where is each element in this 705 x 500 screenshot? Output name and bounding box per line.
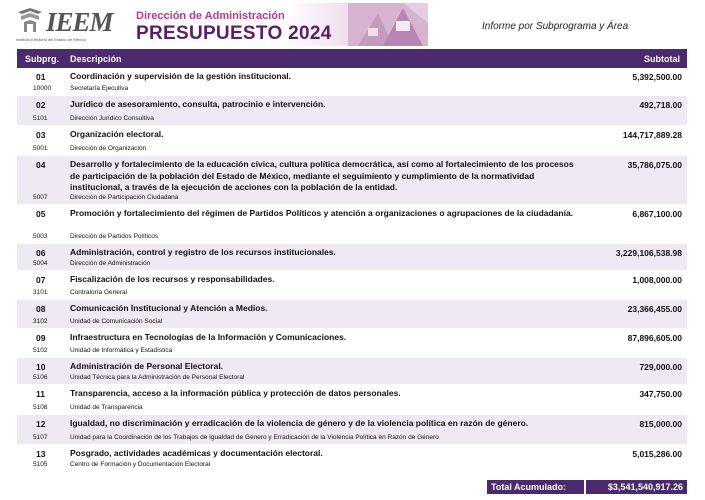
- report-title: Informe por Subprograma y Área: [482, 21, 629, 32]
- subtotal-amount: 87,896,605.00: [627, 333, 682, 343]
- subtotal-amount: 23,366,455.00: [627, 304, 682, 314]
- logo-text: IEEM: [46, 7, 113, 37]
- subprogram-description: Comunicación Institucional y Atención a Medios.: [70, 303, 268, 313]
- department-code: 5001: [33, 145, 48, 152]
- subprogram-number: 12: [36, 419, 46, 429]
- responsible-unit: Centro de Formación y Documentación Electoral: [70, 461, 211, 468]
- subtotal-amount: 1,008,000.00: [632, 275, 682, 285]
- table-row: [17, 156, 687, 205]
- subprogram-description: Infraestructura en Tecnologías de la Información y Comunicaciones.: [70, 332, 347, 342]
- subtotal-amount: 347,750.00: [639, 389, 682, 399]
- responsible-unit: Unidad de Informática y Estadística: [70, 347, 173, 354]
- responsible-unit: Unidad Técnica para la Administración de Personal Electoral: [70, 374, 245, 381]
- subprogram-description: Posgrado, actividades académicas y documentación electoral.: [70, 448, 323, 458]
- subprogram-number: 11: [36, 389, 45, 399]
- table-row: [17, 126, 687, 156]
- department-code: 5102: [33, 347, 48, 354]
- total-accumulated: [487, 480, 687, 494]
- subprogram-description: Administración de Personal Electoral.: [70, 361, 224, 371]
- subprogram-number: 08: [36, 304, 46, 314]
- responsible-unit: Dirección de Partidos Políticos: [70, 233, 159, 240]
- subtotal-amount: 6,867,100.00: [632, 209, 682, 219]
- responsible-unit: Contraloría General: [70, 289, 128, 296]
- department-code: 5106: [33, 374, 48, 381]
- department-code: 5108: [33, 404, 48, 411]
- department-code: 10000: [33, 85, 52, 92]
- department-code: 5101: [33, 115, 48, 122]
- total-separator: [584, 480, 586, 494]
- banner-department: Dirección de Administración: [136, 10, 285, 22]
- subprogram-description: Administración, control y registro de los recursos institucionales.: [70, 247, 336, 257]
- subprogram-description: Transparencia, acceso a la información pública y protección de datos personales.: [70, 388, 401, 398]
- banner-title: PRESUPUESTO 2024: [136, 23, 332, 44]
- responsible-unit: Dirección Jurídico Consultiva: [70, 115, 154, 122]
- banner-decoration-image: [348, 3, 428, 46]
- budget-banner: [130, 3, 428, 46]
- table-row: [17, 271, 687, 300]
- ieem-logo: [16, 6, 116, 44]
- department-code: 5004: [33, 260, 48, 267]
- subprogram-number: 13: [36, 449, 46, 459]
- subprogram-number: 07: [36, 275, 46, 285]
- subprogram-number: 06: [36, 248, 46, 258]
- subtotal-amount: 492,718.00: [639, 100, 682, 110]
- total-value: $3,541,540,917.26: [607, 482, 683, 492]
- table-row: [17, 205, 687, 244]
- subtotal-amount: 3,229,106,538.98: [615, 248, 682, 258]
- responsible-unit: Unidad de Comunicación Social: [70, 318, 163, 325]
- department-code: 5003: [33, 233, 48, 240]
- subprogram-description: Desarrollo y fortalecimiento de la educación cívica, cultura política democrática, así como al fortalecimiento de los procesos de participación de la población del Estado de México, mediante el seguimiento y cumplimiento de la normatividad institucional, a través de la ejecución de acciones con la población de la entidad.: [70, 159, 574, 192]
- report-header: [0, 0, 705, 48]
- subtotal-amount: 144,717,889.28: [622, 130, 682, 140]
- subtotal-amount: 815,000.00: [639, 419, 682, 429]
- table-row: [17, 329, 687, 358]
- subprogram-number: 10: [36, 362, 46, 372]
- subtotal-amount: 729,000.00: [639, 362, 682, 372]
- subprogram-number: 09: [36, 333, 46, 343]
- responsible-unit: Dirección de Participación Ciudadana: [70, 194, 179, 201]
- subprogram-number: 03: [36, 130, 46, 140]
- subtotal-amount: 35,786,075.00: [627, 160, 682, 170]
- table-row: [17, 300, 687, 329]
- department-code: 5107: [33, 434, 48, 441]
- subtotal-amount: 5,392,500.00: [632, 72, 682, 82]
- total-label: Total Acumulado:: [491, 482, 566, 492]
- table-row: [17, 96, 687, 126]
- table-row: [17, 415, 687, 445]
- table-row: [17, 445, 687, 472]
- department-code: 5105: [33, 461, 48, 468]
- responsible-unit: Dirección de Organización: [70, 145, 147, 152]
- ieem-logo-mark: [16, 6, 44, 34]
- subprogram-number: 02: [36, 100, 46, 110]
- column-header-description: Descripción: [70, 54, 122, 64]
- table-row: [17, 68, 687, 96]
- table-row: [17, 385, 687, 415]
- department-code: 3101: [33, 289, 48, 296]
- table-body: [17, 68, 687, 472]
- department-code: 5007: [33, 194, 48, 201]
- responsible-unit: Unidad para la Coordinación de los Trabajos de Igualdad de Género y Erradicación de la Violencia Política en Razón de Género: [70, 434, 439, 441]
- subprogram-description: Promoción y fortalecimiento del régimen de Partidos Políticos y atención a organizaciones o agrupaciones de la ciudadanía.: [70, 208, 574, 218]
- subtotal-amount: 5,015,286.00: [632, 449, 682, 459]
- subprogram-description: Igualdad, no discriminación y erradicación de la violencia de género y de la violencia política en razón de género.: [70, 418, 529, 428]
- subprogram-number: 01: [36, 72, 46, 82]
- department-code: 3102: [33, 318, 48, 325]
- responsible-unit: Secretaría Ejecutiva: [70, 85, 129, 92]
- table-header: [17, 49, 687, 68]
- subprogram-number: 05: [36, 209, 46, 219]
- column-header-subtotal: Subtotal: [644, 54, 680, 64]
- subprogram-description: Jurídico de asesoramiento, consulta, patrocinio e intervención.: [70, 99, 326, 109]
- column-header-code: Subprg.: [25, 54, 59, 64]
- subprogram-number: 04: [36, 160, 46, 170]
- subprogram-description: Coordinación y supervisión de la gestión institucional.: [70, 71, 292, 81]
- subprogram-description: Organización electoral.: [70, 129, 164, 139]
- responsible-unit: Dirección de Administración: [70, 260, 151, 267]
- logo-subtitle: Instituto Electoral del Estado de México: [16, 37, 87, 42]
- table-row: [17, 358, 687, 385]
- responsible-unit: Unidad de Transparencia: [70, 404, 143, 411]
- subprogram-description: Fiscalización de los recursos y responsabilidades.: [70, 274, 275, 284]
- budget-table: [17, 49, 687, 472]
- table-row: [17, 244, 687, 271]
